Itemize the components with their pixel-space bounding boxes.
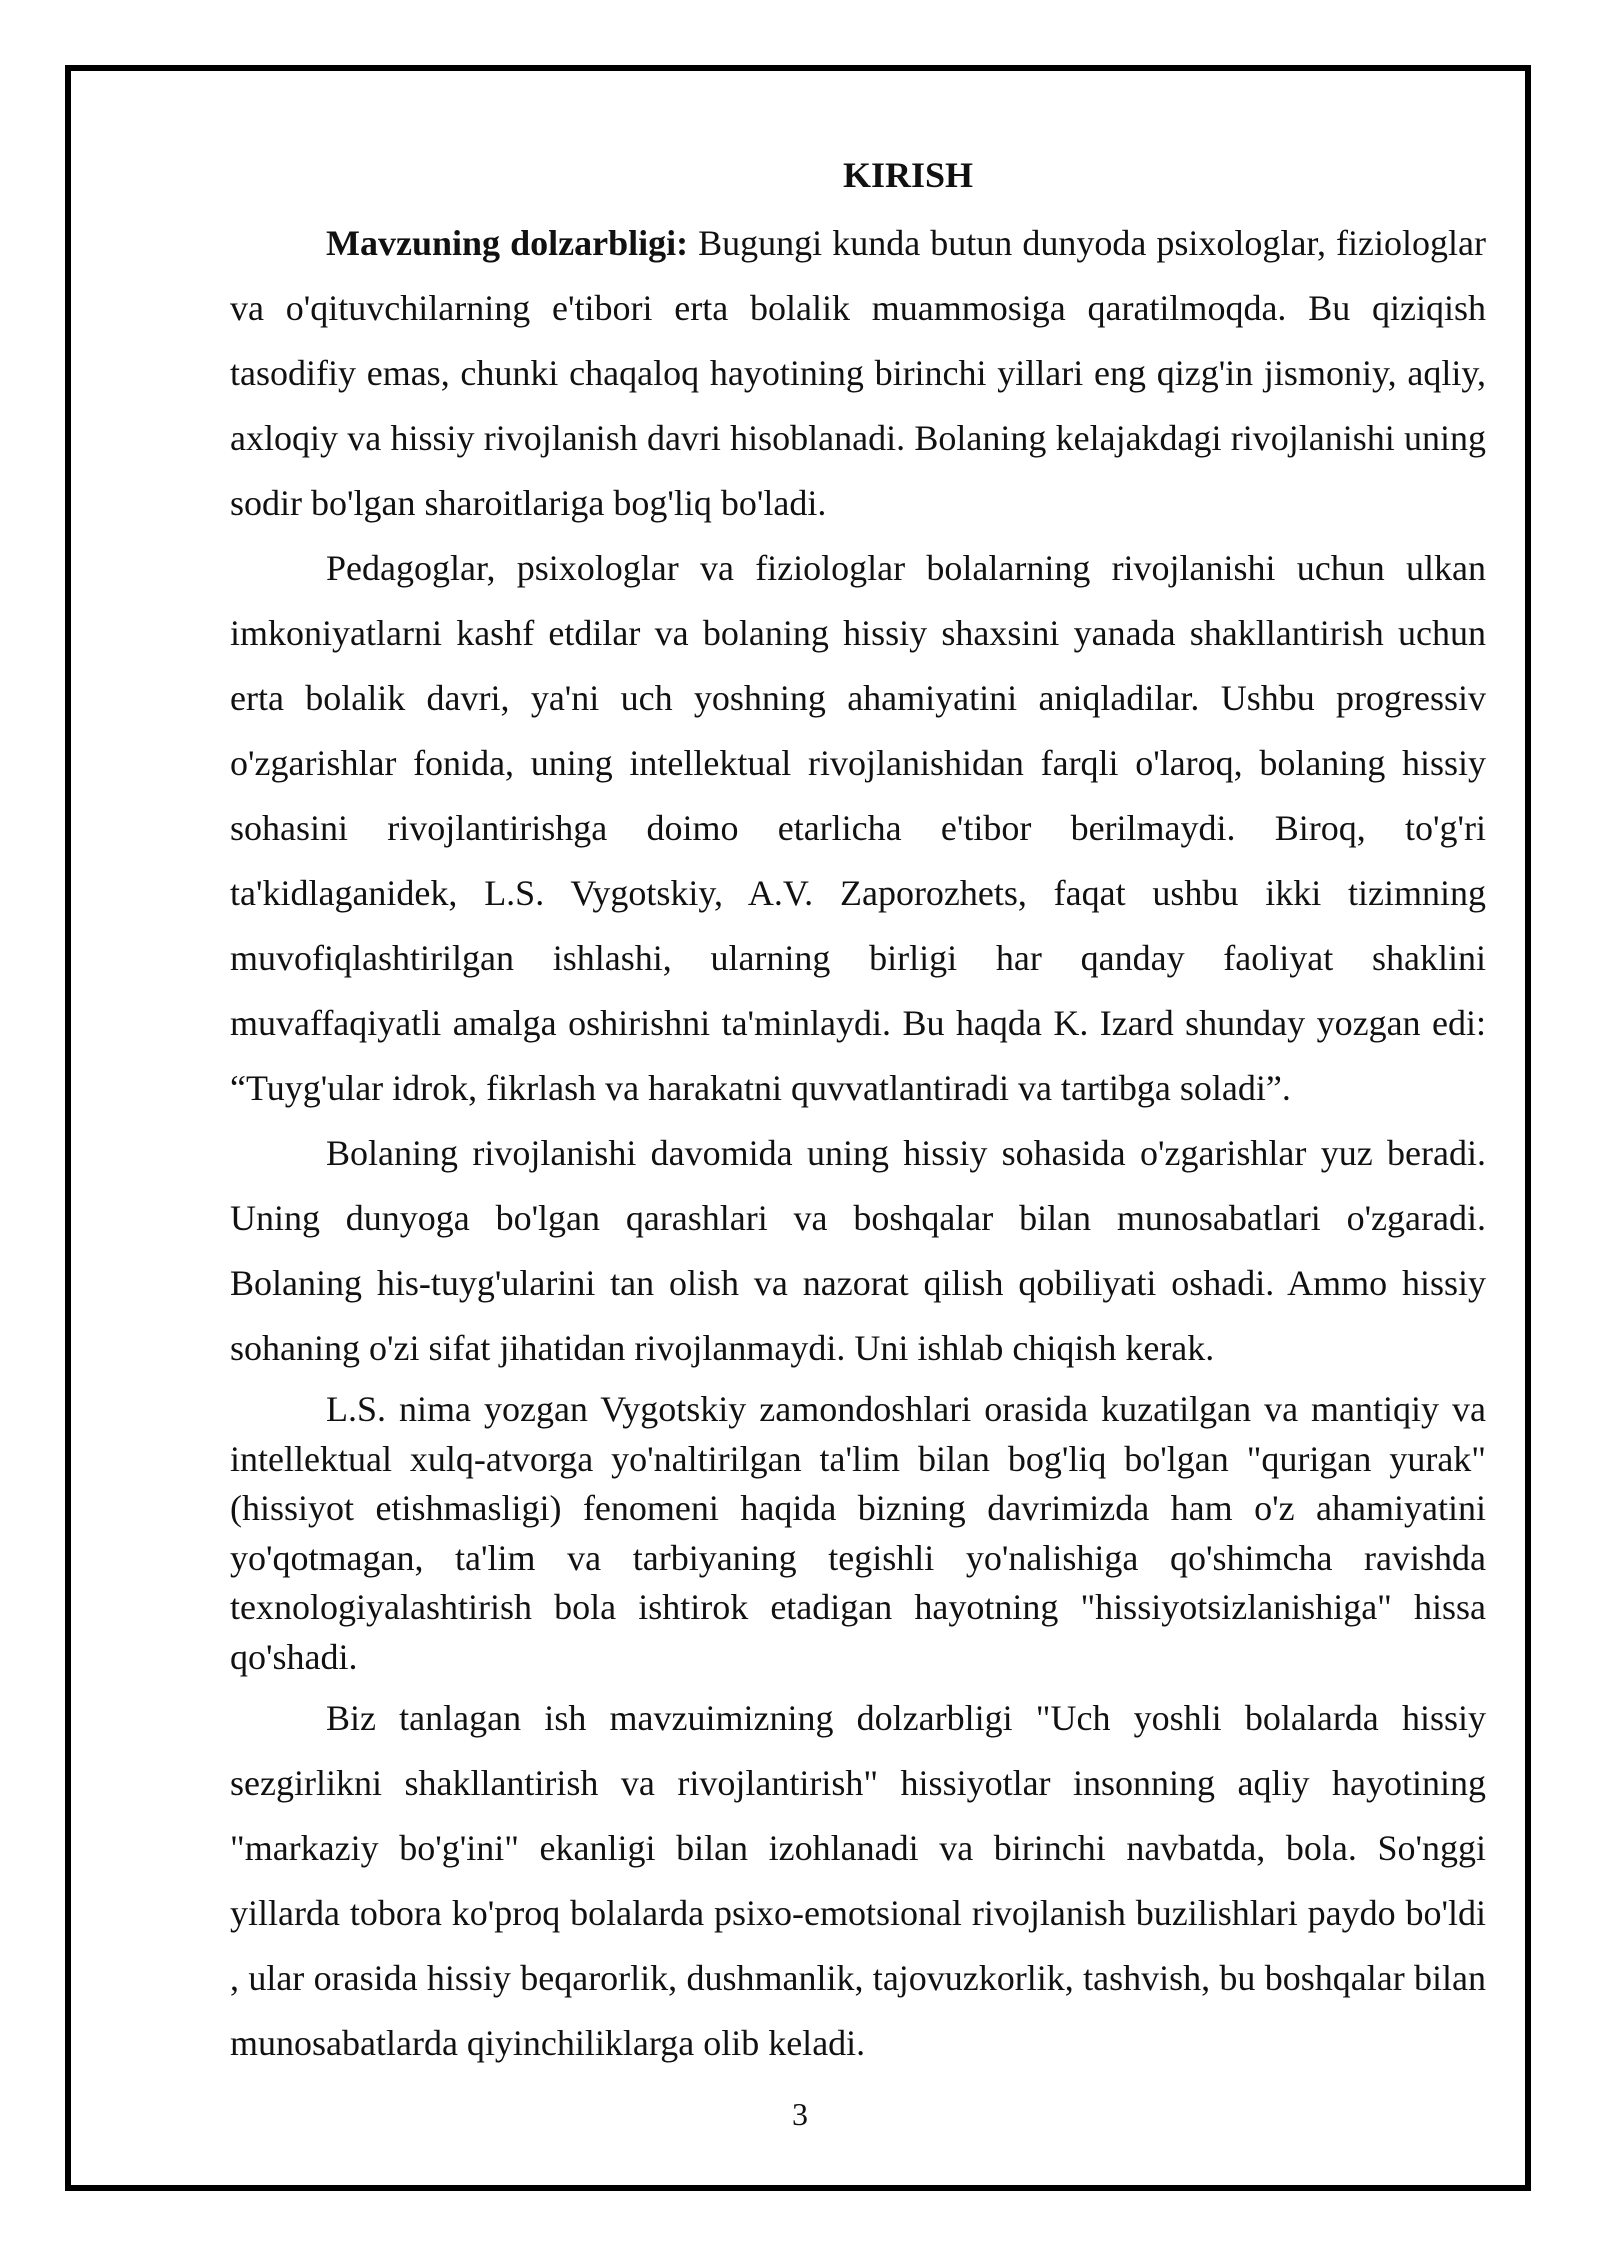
paragraph-text: Bugungi kunda butun dunyoda psixologlar, fiziologlar va o'qituvchilarning e'tibori erta bolalik muammosiga qaratilmoqda. Bu qiziqish tasodifiy emas, chunki chaqaloq hayotining birinchi yillari eng qizg'in jismoniy, aqliy, axloqiy va hissiy rivojlanish davri hisoblanadi. Bolaning kelajakdagi rivojlanishi uning sodir bo'lgan sharoitlariga bog'liq bo'ladi. [230, 223, 1486, 523]
paragraph-development: Bolaning rivojlanishi davomida uning hissiy sohasida o'zgarishlar yuz beradi. Uning dunyoga bo'lgan qarashlari va boshqalar bilan munosabatlari o'zgaradi. Bolaning his-tuyg'ularini tan olish va nazorat qilish qobiliyati oshadi. Ammo hissiy sohaning o'zi sifat jihatidan rivojlanmaydi. Uni ishlab chiqish kerak. [230, 1133, 1486, 1368]
document-body [230, 145, 1486, 2076]
paragraph-relevance [230, 211, 1486, 536]
page-number: 3 [792, 2096, 808, 2132]
paragraph-pedagogues: Pedagoglar, psixologlar va fiziologlar bolalarning rivojlanishi uchun ulkan imkoniyatlarni kashf etdilar va bolaning hissiy shaxsini yanada shakllantirish uchun erta bolalik davri, ya'ni uch yoshning ahamiyatini aniqladilar. Ushbu progressiv o'zgarishlar fonida, uning intellektual rivojlanishidan farqli o'laroq, bolaning hissiy sohasini rivojlantirishga doimo etarlicha e'tibor berilmaydi. Biroq, to'g'ri ta'kidlaganidek, L.S. Vygotskiy, A.V. Zaporozhets, faqat ushbu ikki tizimning muvofiqlashtirilgan ishlashi, ularning birligi har qanday faoliyat shaklini muvaffaqiyatli amalga oshirishni ta'minlaydi. Bu haqda K. Izard shunday yozgan edi: “Tuyg'ular idrok, fikrlash va harakatni quvvatlantiradi va tartibga soladi”. [230, 548, 1486, 1108]
paragraph-vygotsky: L.S. nima yozgan Vygotskiy zamondoshlari orasida kuzatilgan va mantiqiy va intellektual xulq-atvorga yo'naltirilgan ta'lim bilan bog'liq bo'lgan "qurigan yurak" (hissiyot etishmasligi) fenomeni haqida bizning davrimizda ham o'z ahamiyatini yo'qotmagan, ta'lim va tarbiyaning tegishli yo'nalishiga qo'shimcha ravishda texnologiyalashtirish bola ishtirok etadigan hayotning "hissiyotsizlanishiga" hissa qo'shadi. [230, 1389, 1486, 1677]
section-heading: KIRISH [842, 155, 974, 195]
paragraph-topic: Biz tanlagan ish mavzuimizning dolzarbligi "Uch yoshli bolalarda hissiy sezgirlikni shakllantirish va rivojlantirish" hissiyotlar insonning aqliy hayotining "markaziy bo'g'ini" ekanligi bilan izohlanadi va birinchi navbatda, bola. So'nggi yillarda tobora ko'proq bolalarda psixo-emotsional rivojlanish buzilishlari paydo bo'ldi , ular orasida hissiy beqarorlik, dushmanlik, tajovuzkorlik, tashvish, bu boshqalar bilan munosabatlarda qiyinchiliklarga olib keladi. [230, 1698, 1486, 2063]
paragraph-lead: Mavzuning dolzarbligi: [326, 223, 689, 263]
